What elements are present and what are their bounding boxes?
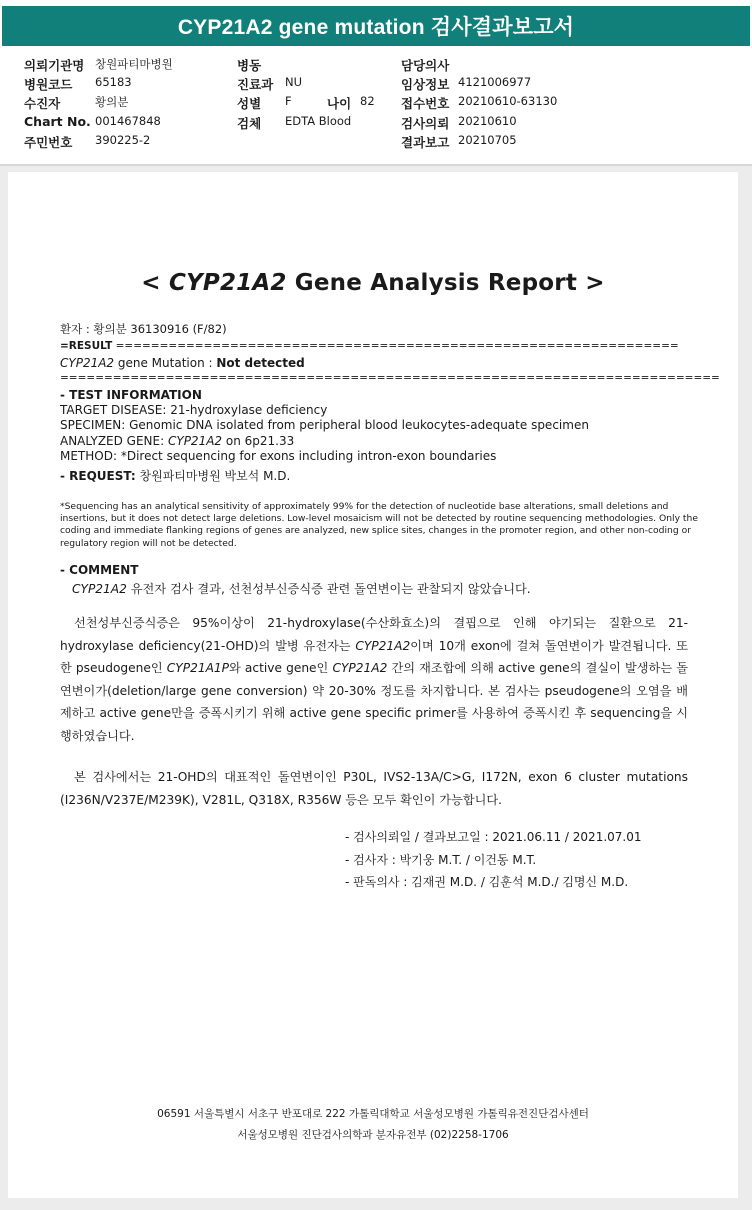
label-chart-no: Chart No. [24, 114, 91, 129]
header-row [0, 56, 752, 74]
comment-heading: - COMMENT [60, 563, 139, 577]
value-requesting-org: 창원파티마병원 [95, 57, 173, 71]
label-clinical-info: 임상정보 [401, 77, 450, 92]
header-info [0, 48, 752, 166]
analyzed-gene: ANALYZED GENE: CYP21A2 on 6p21.33 [60, 434, 295, 448]
title-bar [0, 0, 752, 48]
label-age: 나이 [327, 96, 352, 111]
label-specimen: 검체 [237, 116, 262, 131]
header-row [0, 94, 752, 112]
report-header-title: CYP21A2 gene mutation 검사결과보고서 [2, 6, 750, 46]
patient-line: 환자 : 황의분 36130916 (F/82) [60, 322, 227, 336]
label-accession-no: 접수번호 [401, 96, 450, 111]
label-hospital-code: 병원코드 [24, 77, 73, 92]
signature-testers: - 검사자 : 박기웅 M.T. / 이건동 M.T. [345, 853, 537, 867]
disclaimer: *Sequencing has an analytical sensitivity of approximately 99% for the detection of nucleotide base alterations, small deletions and insertions, but it does not detect large deletions. Low-level mosaicism will not be detected by routine sequencing methodologies. Only the coding and immediate flanking regions of genes are analyzed, new splice sites, changes in the promoter region, and other non-coding or regulatory region will not be detected. [60, 501, 699, 549]
value-department: NU [285, 75, 303, 89]
label-department: 진료과 [237, 77, 274, 92]
footer-department: 서울성모병원 진단검사의학과 분자유전부 (02)2258-1706 [237, 1129, 509, 1141]
value-request-date: 20210610 [458, 114, 517, 128]
mutation-result-line: CYP21A2 gene Mutation : Not detected [60, 356, 305, 370]
comment-line: CYP21A2 유전자 검사 결과, 선천성부신증식증 관련 돌연변이는 관찰되지 않았습니다. [72, 582, 531, 596]
label-request-date: 검사의뢰 [401, 116, 450, 131]
value-resident-no: 390225-2 [95, 133, 151, 147]
report-page [8, 172, 738, 1198]
header-row [0, 75, 752, 93]
value-sex: F [285, 94, 292, 108]
value-specimen: EDTA Blood [285, 114, 352, 128]
header-row [0, 133, 752, 151]
signature-dates: - 검사의뢰일 / 결과보고일 : 2021.06.11 / 2021.07.01 [345, 830, 642, 844]
method-line: METHOD: *Direct sequencing for exons including intron-exon boundaries [60, 449, 497, 463]
test-info-heading: - TEST INFORMATION [60, 388, 202, 402]
label-requesting-org: 의뢰기관명 [24, 58, 85, 73]
footer-address: 06591 서울특별시 서초구 반포대로 222 가톨릭대학교 서울성모병원 가톨릭유전진단검사센터 [157, 1108, 589, 1120]
target-disease: TARGET DISEASE: 21-hydroxylase deficiency [60, 403, 328, 417]
result-separator: =RESULT ================================================================ [60, 340, 679, 352]
label-ward: 병동 [237, 58, 262, 73]
request-line: - REQUEST: 창원파티마병원 박보석 M.D. [60, 469, 291, 483]
header-row [0, 114, 752, 132]
label-patient: 수진자 [24, 96, 61, 111]
report-title: < CYP21A2 Gene Analysis Report > [141, 270, 605, 296]
value-accession-no: 20210610-63130 [458, 94, 558, 108]
value-age: 82 [360, 94, 375, 108]
label-sex: 성별 [237, 96, 262, 111]
signature-doctors: - 판독의사 : 김재권 M.D. / 김훈석 M.D./ 김명신 M.D. [345, 875, 629, 889]
value-chart-no: 001467848 [95, 114, 161, 128]
label-report-date: 결과보고 [401, 135, 450, 150]
value-hospital-code: 65183 [95, 75, 132, 89]
divider [0, 164, 752, 166]
comment-paragraph-2: 본 검사에서는 21-OHD의 대표적인 돌연변이인 P30L, IVS2-13A/C>G, I172N, exon 6 cluster mutations (I236N/V237E/M239K), V281L, Q318X, R356W 등은 모두 확인이 가능합니다. [60, 770, 688, 807]
specimen-line: SPECIMEN: Genomic DNA isolated from peripheral blood leukocytes-adequate specimen [60, 418, 589, 432]
label-resident-no: 주민번호 [24, 135, 73, 150]
label-doctor: 담당의사 [401, 58, 450, 73]
full-separator: =========================================================================== [60, 372, 720, 384]
value-clinical-info: 4121006977 [458, 75, 532, 89]
value-patient: 황의분 [95, 95, 129, 109]
value-report-date: 20210705 [458, 133, 517, 147]
comment-paragraph-1: 선천성부신증식증은 95%이상이 21-hydroxylase(수산화효소)의 결핍으로 인해 야기되는 질환으로 21-hydroxylase deficiency(21-OHD)의 발병 유전자는 CYP21A2이며 10개 exon에 걸쳐 돌연변이가 발견됩니다. 또한 pseudogene인 CYP21A1P와 active gene인 CYP21A2 간의 재조합에 의해 active gene의 결실이 발생하는 돌연변이가(deletion/large gene conversion) 약 20-30% 정도를 차지합니다. 본 검사는 pseudogene의 오염을 배제하고 active gene만을 증폭시키기 위해 active gene specific primer를 사용하여 증폭시킨 후 sequencing을 시행하였습니다. [60, 616, 688, 743]
